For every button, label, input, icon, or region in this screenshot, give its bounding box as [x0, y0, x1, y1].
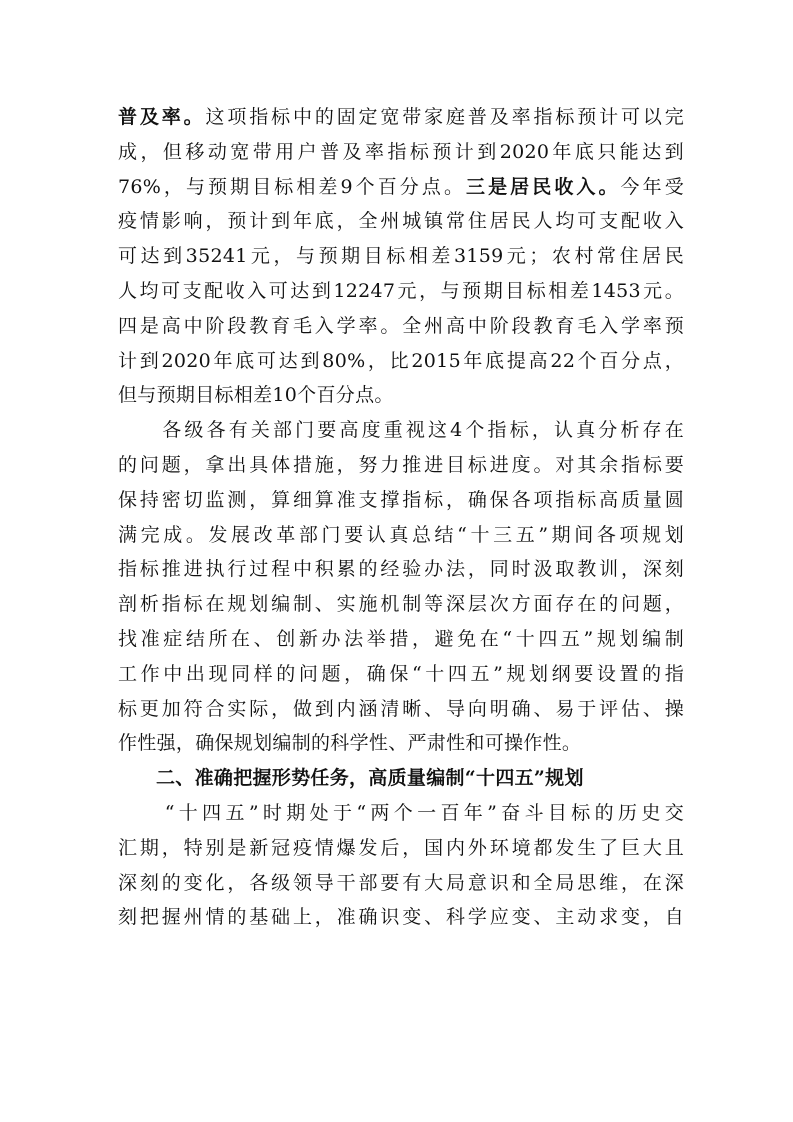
text-run: 指标推进执行过程中积累的经验办法，同时汲取教训，深刻 [118, 558, 684, 581]
text-line-16 [118, 622, 684, 657]
text-run: 今年受 [620, 175, 684, 198]
text-run: 找准症结所在、创新办法举措，避免在“十四五”规划编制 [118, 627, 684, 650]
text-line-14 [118, 552, 684, 587]
text-line-7 [118, 309, 684, 344]
section-heading-text: 二、准确把握形势任务，高质量编制“十四五”规划 [156, 767, 584, 790]
bold-phrase: 三是居民收入。 [466, 175, 621, 198]
text-run: 76%，与预期目标相差9个百分点。 [118, 175, 467, 198]
text-line-5 [118, 239, 684, 274]
text-line-12 [118, 483, 684, 518]
text-run: 刻把握州情的基础上，准确识变、科学应变、主动求变，自 [118, 906, 684, 929]
text-line-23 [118, 866, 684, 901]
text-line-13 [118, 518, 684, 553]
text-line-21 [118, 796, 684, 831]
text-run: 满完成。发展改革部门要认真总结“十三五”期间各项规划 [118, 523, 684, 546]
text-run: 深刻的变化，各级领导干部要有大局意识和全局思维，在深 [118, 871, 684, 894]
text-line-8 [118, 344, 684, 379]
text-run: 疫情影响，预计到年底，全州城镇常住居民人均可支配收入 [118, 210, 684, 233]
text-run: 四是高中阶段教育毛入学率。全州高中阶段教育毛入学率预 [118, 314, 684, 337]
text-line-24 [118, 900, 684, 935]
text-run: 可达到35241元，与预期目标相差3159元；农村常住居民 [118, 245, 684, 268]
document-page [118, 100, 684, 935]
text-run: 人均可支配收入可达到12247元，与预期目标相差1453元。 [118, 279, 684, 302]
text-run: 剖析指标在规划编制、实施机制等深层次方面存在的问题， [118, 593, 684, 616]
text-run: 汇期，特别是新冠疫情爆发后，国内外环境都发生了巨大且 [118, 836, 684, 859]
text-run: 计到2020年底可达到80%，比2015年底提高22个百分点， [118, 349, 684, 372]
text-run: 标更加符合实际，做到内涵清晰、导向明确、易于评估、操 [118, 697, 684, 720]
text-run: 但与预期目标相差10个百分点。 [118, 384, 394, 407]
text-line-6 [118, 274, 684, 309]
text-line-2 [118, 135, 684, 170]
text-line-15 [118, 587, 684, 622]
text-line-22 [118, 831, 684, 866]
text-line-17 [118, 657, 684, 692]
text-line-19 [118, 726, 684, 761]
text-run: 的问题，拿出具体措施，努力推进目标进度。对其余指标要 [118, 453, 684, 476]
text-line-18 [118, 692, 684, 727]
text-run: 工作中出现同样的问题，确保“十四五”规划纲要设置的指 [118, 662, 684, 685]
text-run: 作性强，确保规划编制的科学性、严肃性和可操作性。 [118, 732, 582, 755]
text-line-11 [118, 448, 684, 483]
text-run: 保持密切监测，算细算准支撑指标，确保各项指标高质量圆 [118, 488, 684, 511]
text-run: 成，但移动宽带用户普及率指标预计到2020年底只能达到 [118, 140, 684, 163]
bold-phrase: 普及率。 [118, 106, 206, 128]
text-line-9 [118, 378, 684, 413]
text-run: 这项指标中的固定宽带家庭普及率指标预计可以完 [205, 106, 685, 128]
text-line-10 [118, 413, 684, 448]
section-heading [118, 761, 684, 796]
text-line-1 [118, 100, 684, 135]
text-run: “十四五”时期处于“两个一百年”奋斗目标的历史交 [118, 801, 684, 824]
text-line-3 [118, 170, 684, 205]
text-line-4 [118, 204, 684, 239]
text-run: 各级各有关部门要高度重视这4个指标，认真分析存在 [118, 419, 684, 442]
